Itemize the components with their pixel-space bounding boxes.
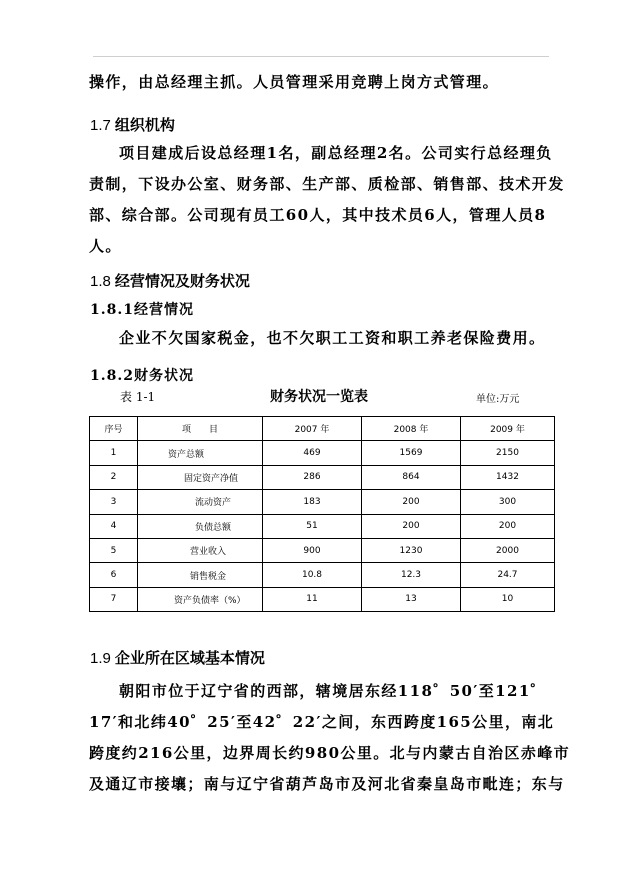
value-2008: 12.3 xyxy=(362,563,461,587)
row-number: 2 xyxy=(90,465,138,489)
row-item: 销售税金 xyxy=(138,563,263,587)
value-2007: 286 xyxy=(263,465,362,489)
value-2007: 900 xyxy=(263,538,362,562)
value-2007: 51 xyxy=(263,514,362,538)
value-2009: 200 xyxy=(461,514,555,538)
value-2008: 1230 xyxy=(362,538,461,562)
row-number: 4 xyxy=(90,514,138,538)
section-title: 企业所在区域基本情况 xyxy=(114,649,265,667)
value-2009: 2000 xyxy=(461,538,555,562)
table-title: 财务状况一览表 xyxy=(270,389,368,405)
section-1-9-heading xyxy=(90,647,265,668)
value-2007: 11 xyxy=(263,587,362,611)
value-2009: 24.7 xyxy=(461,563,555,587)
paragraph-line: 项目建成后设总经理1名，副总经理2名。公司实行总经理负 xyxy=(119,144,553,162)
row-number: 3 xyxy=(90,490,138,514)
value-2009: 300 xyxy=(461,490,555,514)
table-row xyxy=(90,587,555,611)
value-2008: 864 xyxy=(362,465,461,489)
value-2008: 200 xyxy=(362,490,461,514)
row-number: 1 xyxy=(90,441,138,465)
header-cell: 序号 xyxy=(90,417,138,441)
subsection-1-8-1-heading: 1.8.1经营情况 xyxy=(90,302,194,318)
value-2007: 10.8 xyxy=(263,563,362,587)
paragraph-line: 及通辽市接壤；南与辽宁省葫芦岛市及河北省秦皇岛市毗连；东与 xyxy=(89,775,565,793)
value-2007: 469 xyxy=(263,441,362,465)
table-row xyxy=(90,465,555,489)
section-1-8-heading xyxy=(90,270,250,291)
row-item: 流动资产 xyxy=(138,490,263,514)
section-number: 1.8 xyxy=(90,273,111,290)
header-cell: 2008 年 xyxy=(362,417,461,441)
value-2008: 200 xyxy=(362,514,461,538)
section-1-7-heading xyxy=(90,114,175,135)
section-number: 1.9 xyxy=(90,650,111,667)
row-item: 固定资产净值 xyxy=(138,465,263,489)
row-item: 负债总额 xyxy=(138,514,263,538)
header-cell: 项 目 xyxy=(138,417,263,441)
section-title: 组织机构 xyxy=(114,116,175,134)
row-number: 5 xyxy=(90,538,138,562)
paragraph-line: 17′和北纬40゜25′至42゜22′之间，东西跨度165公里，南北 xyxy=(89,713,555,731)
value-2009: 1432 xyxy=(461,465,555,489)
table-row xyxy=(90,441,555,465)
header-cell: 2007 年 xyxy=(263,417,362,441)
row-number: 6 xyxy=(90,563,138,587)
value-2008: 13 xyxy=(362,587,461,611)
value-2009: 10 xyxy=(461,587,555,611)
value-2009: 2150 xyxy=(461,441,555,465)
paragraph-line: 责制，下设办公室、财务部、生产部、质检部、销售部、技术开发 xyxy=(89,175,565,193)
row-item: 营业收入 xyxy=(138,538,263,562)
table-row xyxy=(90,490,555,514)
paragraph-line: 跨度约216公里，边界周长约980公里。北与内蒙古自治区赤峰市 xyxy=(89,744,571,762)
table-label: 表 1-1 xyxy=(120,390,156,404)
row-item: 资产总额 xyxy=(138,441,263,465)
table-row xyxy=(90,514,555,538)
header-cell: 2009 年 xyxy=(461,417,555,441)
table-unit: 单位:万元 xyxy=(476,394,520,405)
paragraph-line: 人。 xyxy=(89,237,122,255)
row-item: 资产负债率（%） xyxy=(138,587,263,611)
paragraph-line: 部、综合部。公司现有员工60人，其中技术员6人，管理人员8 xyxy=(89,206,547,224)
subsection-1-8-2-heading: 1.8.2财务状况 xyxy=(90,368,194,384)
table-row xyxy=(90,538,555,562)
financial-status-table xyxy=(89,416,555,612)
section-title: 经营情况及财务状况 xyxy=(114,272,250,290)
table-row xyxy=(90,563,555,587)
table-header-row xyxy=(90,417,555,441)
continued-text-line: 操作，由总经理主抓。人员管理采用竞聘上岗方式管理。 xyxy=(89,73,500,91)
value-2007: 183 xyxy=(263,490,362,514)
paragraph-line: 朝阳市位于辽宁省的西部，辖境居东经118゜50′至121゜ xyxy=(119,682,548,700)
paragraph-line: 企业不欠国家税金，也不欠职工工资和职工养老保险费用。 xyxy=(119,329,546,347)
section-number: 1.7 xyxy=(90,117,111,134)
row-number: 7 xyxy=(90,587,138,611)
value-2008: 1569 xyxy=(362,441,461,465)
page-header-rule xyxy=(93,56,549,57)
